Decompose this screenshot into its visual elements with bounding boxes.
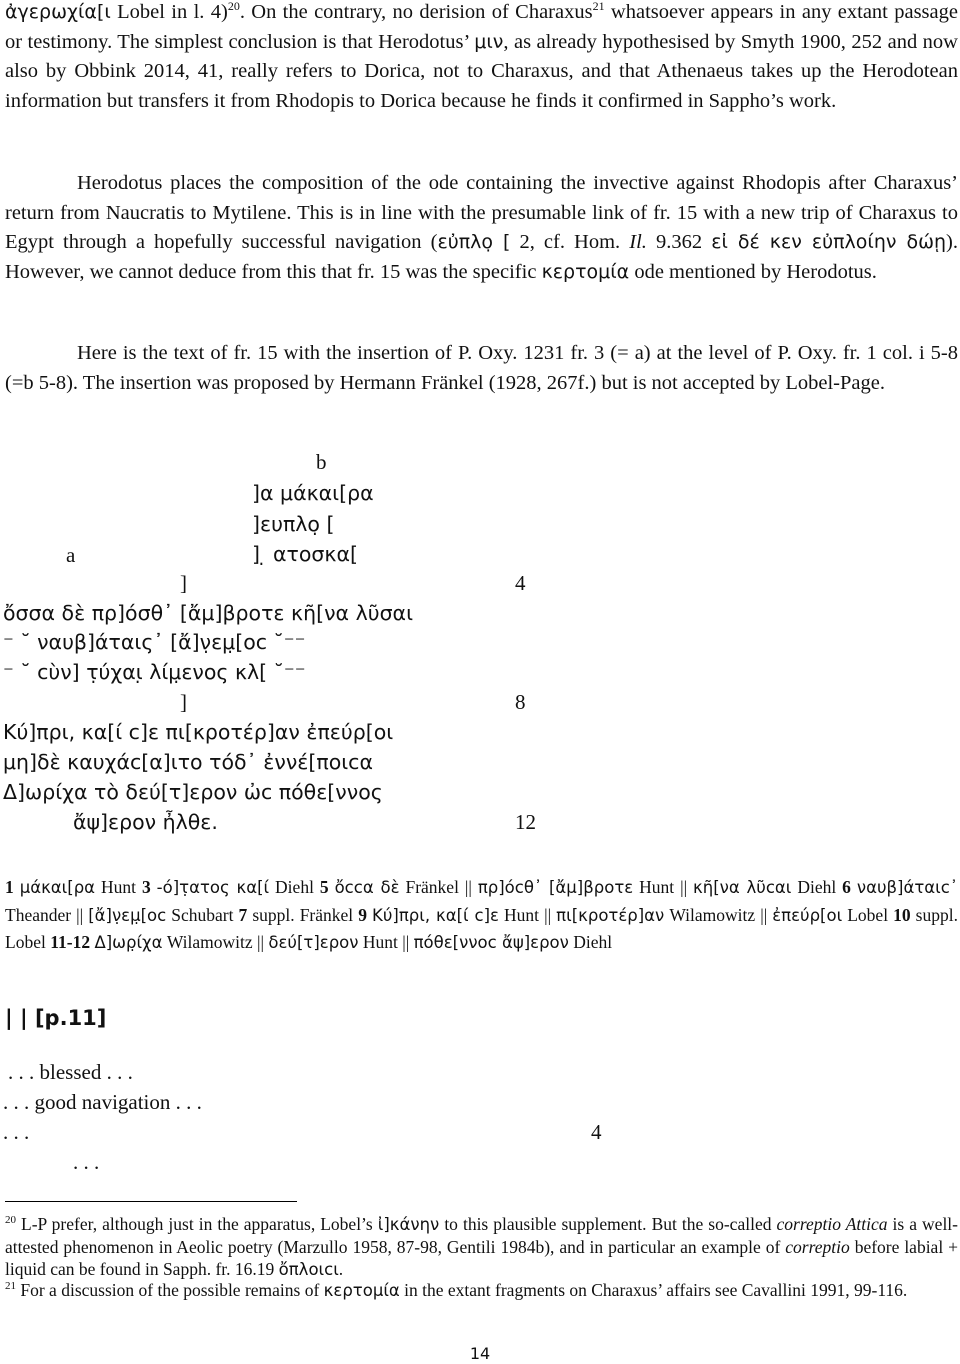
poem-line-b3: ] ̣ ατοσκα[: [252, 542, 359, 566]
poem-line-11: Δ]ωρίχα τὸ δεύ[τ]ερον ὠc πόθε[ννος: [3, 780, 383, 804]
witness-label-b: b: [316, 450, 327, 474]
poem-line-5: ὄσσα δὲ πρ]όσθ᾽ [ἄμ]βροτε κῆ[να λῦσαι: [3, 601, 414, 625]
poem-line-b1: ]α μάκαι[ρα: [252, 481, 374, 505]
footnote-20: $^{20}$ L-P prefer, although just in the apparatus, Lobel’s ἰ]κάνην to this plausible supplement. But the so-called correptio Attica is a well-attested phenomenon in Aeolic poetry (Marzullo 1958, 87-98, Gentili 1984b), and in particular an example of correptio before labial + liquid can be found in Sapph. fr. 16.19 ὄπλοιcι.: [5, 1214, 958, 1279]
poem-line-9: Κύ]πρι, κα[ί c]ε πι[κροτέρ]αν ἐπεύρ[οι: [3, 720, 394, 744]
witness-label-a: a: [66, 543, 76, 567]
body-paragraph-1: ἀγερωχία[ι Lobel in l. 4)$^{20}$. On the contrary, no derision of Charaxus$^{21}$ whatsoever appears in any extant passage or testimony. The simplest conclusion is that Herodotus’ μιν, as already hypothesised by Smyth 1900, 252 and now also by Obbink 2014, 41, really refers to Dorica, not to Charaxus, and that Athenaeus takes up the Herodotean information but transfers it from Rhodopis to Dorica because he finds it confirmed in Sappho’s work.: [5, 0, 958, 112]
translation-line-1: . . . blessed . . .: [8, 1060, 133, 1084]
poem-line-10: μη]δὲ καυχάc[α]ιτο τόδ᾽ ἐννέ[ποιcα: [3, 750, 373, 774]
footnote-separator: [5, 1201, 297, 1202]
poem-line-7: ⁻ ˘ cὺν] τ̣ύχαι̣ λίμ̣ενος κλ[ ˘⁻⁻: [3, 660, 306, 684]
translation-line-4: . . .: [73, 1150, 100, 1174]
page-number: 14: [469, 1344, 491, 1363]
poem-line-4: ]: [180, 571, 187, 595]
line-number-8: 8: [515, 690, 526, 714]
line-number-4: 4: [515, 571, 526, 595]
poem-line-b2: ]ευπλο̣ [: [252, 512, 335, 536]
footnote-ref-20[interactable]: 20: [227, 0, 240, 14]
footnote-ref-21[interactable]: 21: [592, 0, 605, 14]
body-paragraph-3: Here is the text of fr. 15 with the insertion of P. Oxy. 1231 fr. 3 (= a) at the level of P. Oxy. fr. 1 col. i 5-8 (=b 5-8). The insertion was proposed by Hermann Fränkel (1928, 267f.) but is not accepted by Lobel-Page.: [5, 342, 958, 394]
translation-line-2: . . . good navigation . . .: [3, 1090, 202, 1114]
critical-apparatus: 1 μάκαι[ρα Hunt 3 -ό]τ̣ατος κα[ί Diehl 5 ὄccα δὲ Fränkel || πρ]όcθ᾽ [ἄμ]βροτε Hunt || κῆ[να λῦcαι Diehl 6 ναυβ]άταιc᾽ Theander || [ἄ]ν̣εμ̣[οc Schubart 7 suppl. Fränkel 9 Κύ]πρι, κα[ί c]ε Hunt || πι[κροτέρ]αν Wilamowitz || ἐπεύρ[οι Lobel 10 suppl. Lobel 11-12 Δ]ωρ̣ίχα Wilamowitz || δεύ[τ]ερον Hunt || πόθε[ννοc ἄψ]ερον Diehl: [5, 877, 959, 952]
poem-line-6: ⁻ ˘ ναυβ]άταις᾽ [ἄ]ν̣εμ̣[οc ˘⁻⁻: [3, 630, 306, 654]
translation-line-number-4: 4: [591, 1120, 602, 1144]
poem-line-12: ἄψ]ερον ἦλθε.: [73, 810, 218, 834]
original-page-marker: | | [p.11]: [5, 1006, 107, 1030]
body-paragraph-2: Herodotus places the composition of the ode containing the invective against Rhodopis after Charaxus’ return from Naucratis to Mytilene. This is in line with the presumable link of fr. 15 with a new trip of Charaxus to Egypt through a hopefully successful navigation (εὐπλο̣ [ 2, cf. Hom. Il. 9.362 εἰ δέ κεν εὐπλοίην δώῃ). However, we cannot deduce from this that fr. 15 was the specific κερτομία ode mentioned by Herodotus.: [5, 172, 958, 283]
translation-line-3: . . .: [3, 1120, 30, 1144]
footnote-21: $^{21}$ For a discussion of the possible remains of κερτομία in the extant fragments on Charaxus’ affairs see Cavallini 1991, 99-116.: [5, 1280, 908, 1300]
poem-line-8: ]: [180, 690, 187, 714]
line-number-12: 12: [515, 810, 536, 834]
